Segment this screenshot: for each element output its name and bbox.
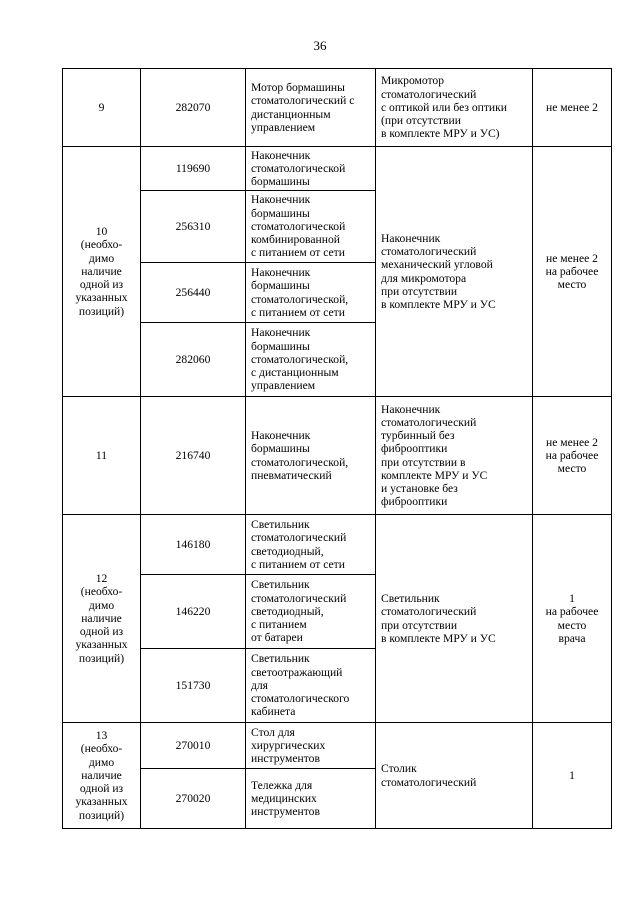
code-cell: 146220 [141,575,246,649]
code-cell: 216740 [141,397,246,515]
code-cell: 256310 [141,191,246,263]
item-name-cell: Стол для хирургических инструментов [246,723,376,769]
table-row [63,147,612,191]
item-name-cell: Наконечник бормашины стоматологической, с дистанционным управлением [246,323,376,397]
table-row [63,397,612,515]
description-cell: Микромотор стоматологический с оптикой или без оптики (при отсутствии в комплекте МРУ и УС) [376,69,533,147]
code-cell: 146180 [141,515,246,575]
description-cell: Светильник стоматологический при отсутствии в комплекте МРУ и УС [376,515,533,723]
description-cell: Столик стоматологический [376,723,533,829]
code-cell: 256440 [141,263,246,323]
code-cell: 270010 [141,723,246,769]
code-cell: 282060 [141,323,246,397]
quantity-cell: не менее 2 на рабочее место [533,397,612,515]
description-cell: Наконечник стоматологический турбинный без фиброоптики при отсутствии в комплекте МРУ и УС и установке без фиброоптики [376,397,533,515]
position-number-cell: 11 [63,397,141,515]
item-name-cell: Светильник стоматологический светодиодный, с питанием от сети [246,515,376,575]
description-cell: Наконечник стоматологический механический угловой для микромотора при отсутствии в комплекте МРУ и УС [376,147,533,397]
code-cell: 270020 [141,769,246,829]
quantity-cell: 1 на рабочее место врача [533,515,612,723]
position-number-cell: 12 (необхо- димо наличие одной из указанных позиций) [63,515,141,723]
item-name-cell: Наконечник бормашины стоматологической, пневматический [246,397,376,515]
equipment-table [62,68,612,829]
position-number-cell: 10 (необхо- димо наличие одной из указанных позиций) [63,147,141,397]
code-cell: 151730 [141,649,246,723]
item-name-cell: Светильник светоотражающий для стоматологического кабинета [246,649,376,723]
item-name-cell: Наконечник бормашины стоматологической комбинированной с питанием от сети [246,191,376,263]
table-row [63,69,612,147]
position-number-cell: 9 [63,69,141,147]
quantity-cell: не менее 2 на рабочее место [533,147,612,397]
item-name-cell: Тележка для медицинских инструментов [246,769,376,829]
position-number-cell: 13 (необхо- димо наличие одной из указанных позиций) [63,723,141,829]
quantity-cell: 1 [533,723,612,829]
table-row [63,515,612,575]
quantity-cell: не менее 2 [533,69,612,147]
code-cell: 282070 [141,69,246,147]
item-name-cell: Наконечник бормашины стоматологической, с питанием от сети [246,263,376,323]
item-name-cell: Светильник стоматологический светодиодный, с питанием от батареи [246,575,376,649]
table-row [63,723,612,769]
item-name-cell: Мотор бормашины стоматологический с дистанционным управлением [246,69,376,147]
item-name-cell: Наконечник стоматологической бормашины [246,147,376,191]
page-number: 36 [313,38,327,53]
code-cell: 119690 [141,147,246,191]
